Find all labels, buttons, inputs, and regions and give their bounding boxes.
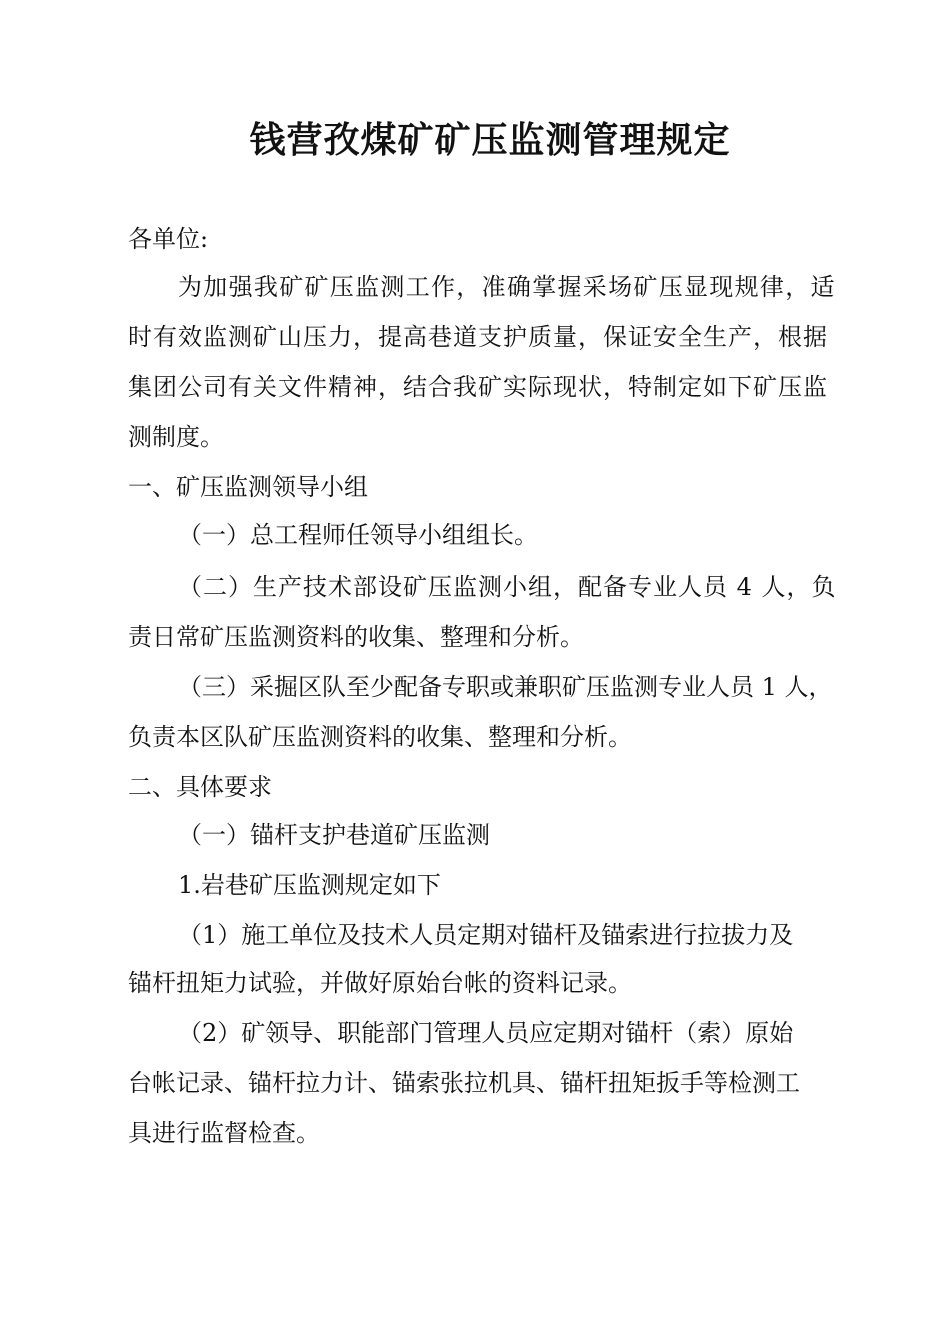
paragraph-line: 测制度。	[128, 423, 224, 451]
list-item: （1）施工单位及技术人员定期对锚杆及锚索进行拉拔力及	[178, 921, 794, 949]
list-item: （2）矿领导、职能部门管理人员应定期对锚杆（索）原始	[178, 1019, 794, 1047]
section-heading: 一、矿压监测领导小组	[128, 473, 368, 501]
salutation: 各单位:	[128, 225, 209, 253]
paragraph-line: 为加强我矿矿压监测工作，准确掌握采场矿压显现规律，适	[178, 273, 836, 301]
list-item-continuation: 责日常矿压监测资料的收集、整理和分析。	[128, 623, 584, 651]
document-title: 钱营孜煤矿矿压监测管理规定	[249, 119, 731, 161]
paragraph-line: 时有效监测矿山压力，提高巷道支护质量，保证安全生产，根据	[128, 323, 828, 351]
subsection-heading: （一）锚杆支护巷道矿压监测	[178, 821, 490, 849]
list-item-continuation: 台帐记录、锚杆拉力计、锚索张拉机具、锚杆扭矩扳手等检测工	[128, 1069, 800, 1097]
list-item-continuation: 锚杆扭矩力试验，并做好原始台帐的资料记录。	[128, 969, 632, 997]
list-item-continuation: 负责本区队矿压监测资料的收集、整理和分析。	[128, 723, 632, 751]
list-item: （一）总工程师任领导小组组长。	[178, 521, 538, 549]
paragraph-line: 集团公司有关文件精神，结合我矿实际现状，特制定如下矿压监	[128, 373, 828, 401]
list-item: （三）采掘区队至少配备专职或兼职矿压监测专业人员 1 人，	[178, 673, 833, 701]
subsection-heading: 1.岩巷矿压监测规定如下	[178, 871, 441, 899]
list-item: （二）生产技术部设矿压监测小组，配备专业人员 4 人，负	[178, 573, 837, 601]
section-heading: 二、具体要求	[128, 773, 272, 801]
list-item-continuation: 具进行监督检查。	[128, 1119, 320, 1147]
